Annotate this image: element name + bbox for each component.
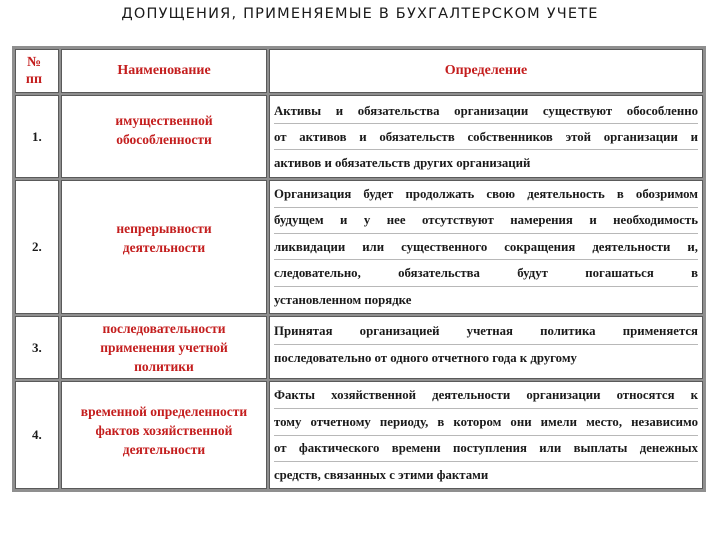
- line-rule: [274, 123, 698, 124]
- row-2-num-cell: [15, 180, 59, 314]
- definition-line: Организация будет продолжать свою деятельность в обозримом: [274, 187, 698, 201]
- line-rule: [274, 286, 698, 287]
- row-4-definition-cell: [269, 381, 703, 489]
- row-3-num-cell: [15, 316, 59, 379]
- line-rule: [274, 207, 698, 208]
- definition-line: установленном порядке: [274, 292, 412, 307]
- row-4-name-cell: [61, 381, 267, 489]
- definition-line: средств, связанных с этими фактами: [274, 467, 489, 482]
- row-3-definition-cell: [269, 316, 703, 379]
- line-rule: [274, 233, 698, 234]
- assumptions-table: [12, 46, 706, 492]
- row-1-definition-cell: [269, 95, 703, 178]
- row-num: 3.: [32, 339, 42, 355]
- header-name-cell: [61, 49, 267, 93]
- row-num: 1.: [32, 128, 42, 144]
- row-name: последовательности применения учетной политики: [100, 321, 228, 374]
- definition-line: тому отчетному периоду, в котором они имели место, независимо: [274, 414, 698, 429]
- definition-line: Активы и обязательства организации существуют обособленно: [274, 104, 698, 118]
- definition-line: Принятая организацией учетная политика применяется: [274, 324, 698, 338]
- row-1-name-cell: [61, 95, 267, 178]
- row-num: 4.: [32, 427, 42, 442]
- definition-line: последовательно от одного отчетного года к другому: [274, 351, 577, 365]
- row-2-name-cell: [61, 180, 267, 314]
- definition-line: будущем и у нее отсутствуют намерения и необходимость: [274, 213, 698, 228]
- row-2-definition-cell: [269, 180, 703, 314]
- row-name: непрерывности деятельности: [116, 221, 212, 255]
- line-rule: [274, 408, 698, 409]
- line-rule: [274, 259, 698, 260]
- row-3-name-cell: [61, 316, 267, 379]
- header-definition-label: Определение: [444, 63, 528, 78]
- line-rule: [274, 149, 698, 150]
- header-name-label: Наименование: [117, 63, 211, 78]
- definition-line: Факты хозяйственной деятельности организации относятся к: [274, 388, 698, 402]
- definition-line: активов и обязательств других организаций: [274, 156, 531, 170]
- row-num: 2.: [32, 239, 42, 254]
- definition-line: от активов и обязательств собственников этой организации и: [274, 130, 698, 144]
- row-1-num-cell: [15, 95, 59, 178]
- page-title: ДОПУЩЕНИЯ, ПРИМЕНЯЕМЫЕ В БУХГАЛТЕРСКОМ УЧЕТЕ: [121, 6, 599, 22]
- line-rule: [274, 435, 698, 436]
- definition-line: ликвидации или существенного сокращения деятельности и,: [274, 239, 698, 254]
- line-rule: [274, 344, 698, 345]
- row-name: временной определенности фактов хозяйственной деятельности: [80, 403, 248, 457]
- header-num-cell: [15, 49, 59, 93]
- definition-line: от фактического времени поступления или выплаты денежных: [274, 441, 698, 455]
- definition-line: следовательно, обязательства будут погашаться в: [274, 266, 698, 281]
- line-rule: [274, 461, 698, 462]
- row-4-num-cell: [15, 381, 59, 489]
- header-num-label: № пп: [25, 55, 43, 87]
- header-definition-cell: [269, 49, 703, 93]
- row-name: имущественной обособленности: [115, 112, 213, 147]
